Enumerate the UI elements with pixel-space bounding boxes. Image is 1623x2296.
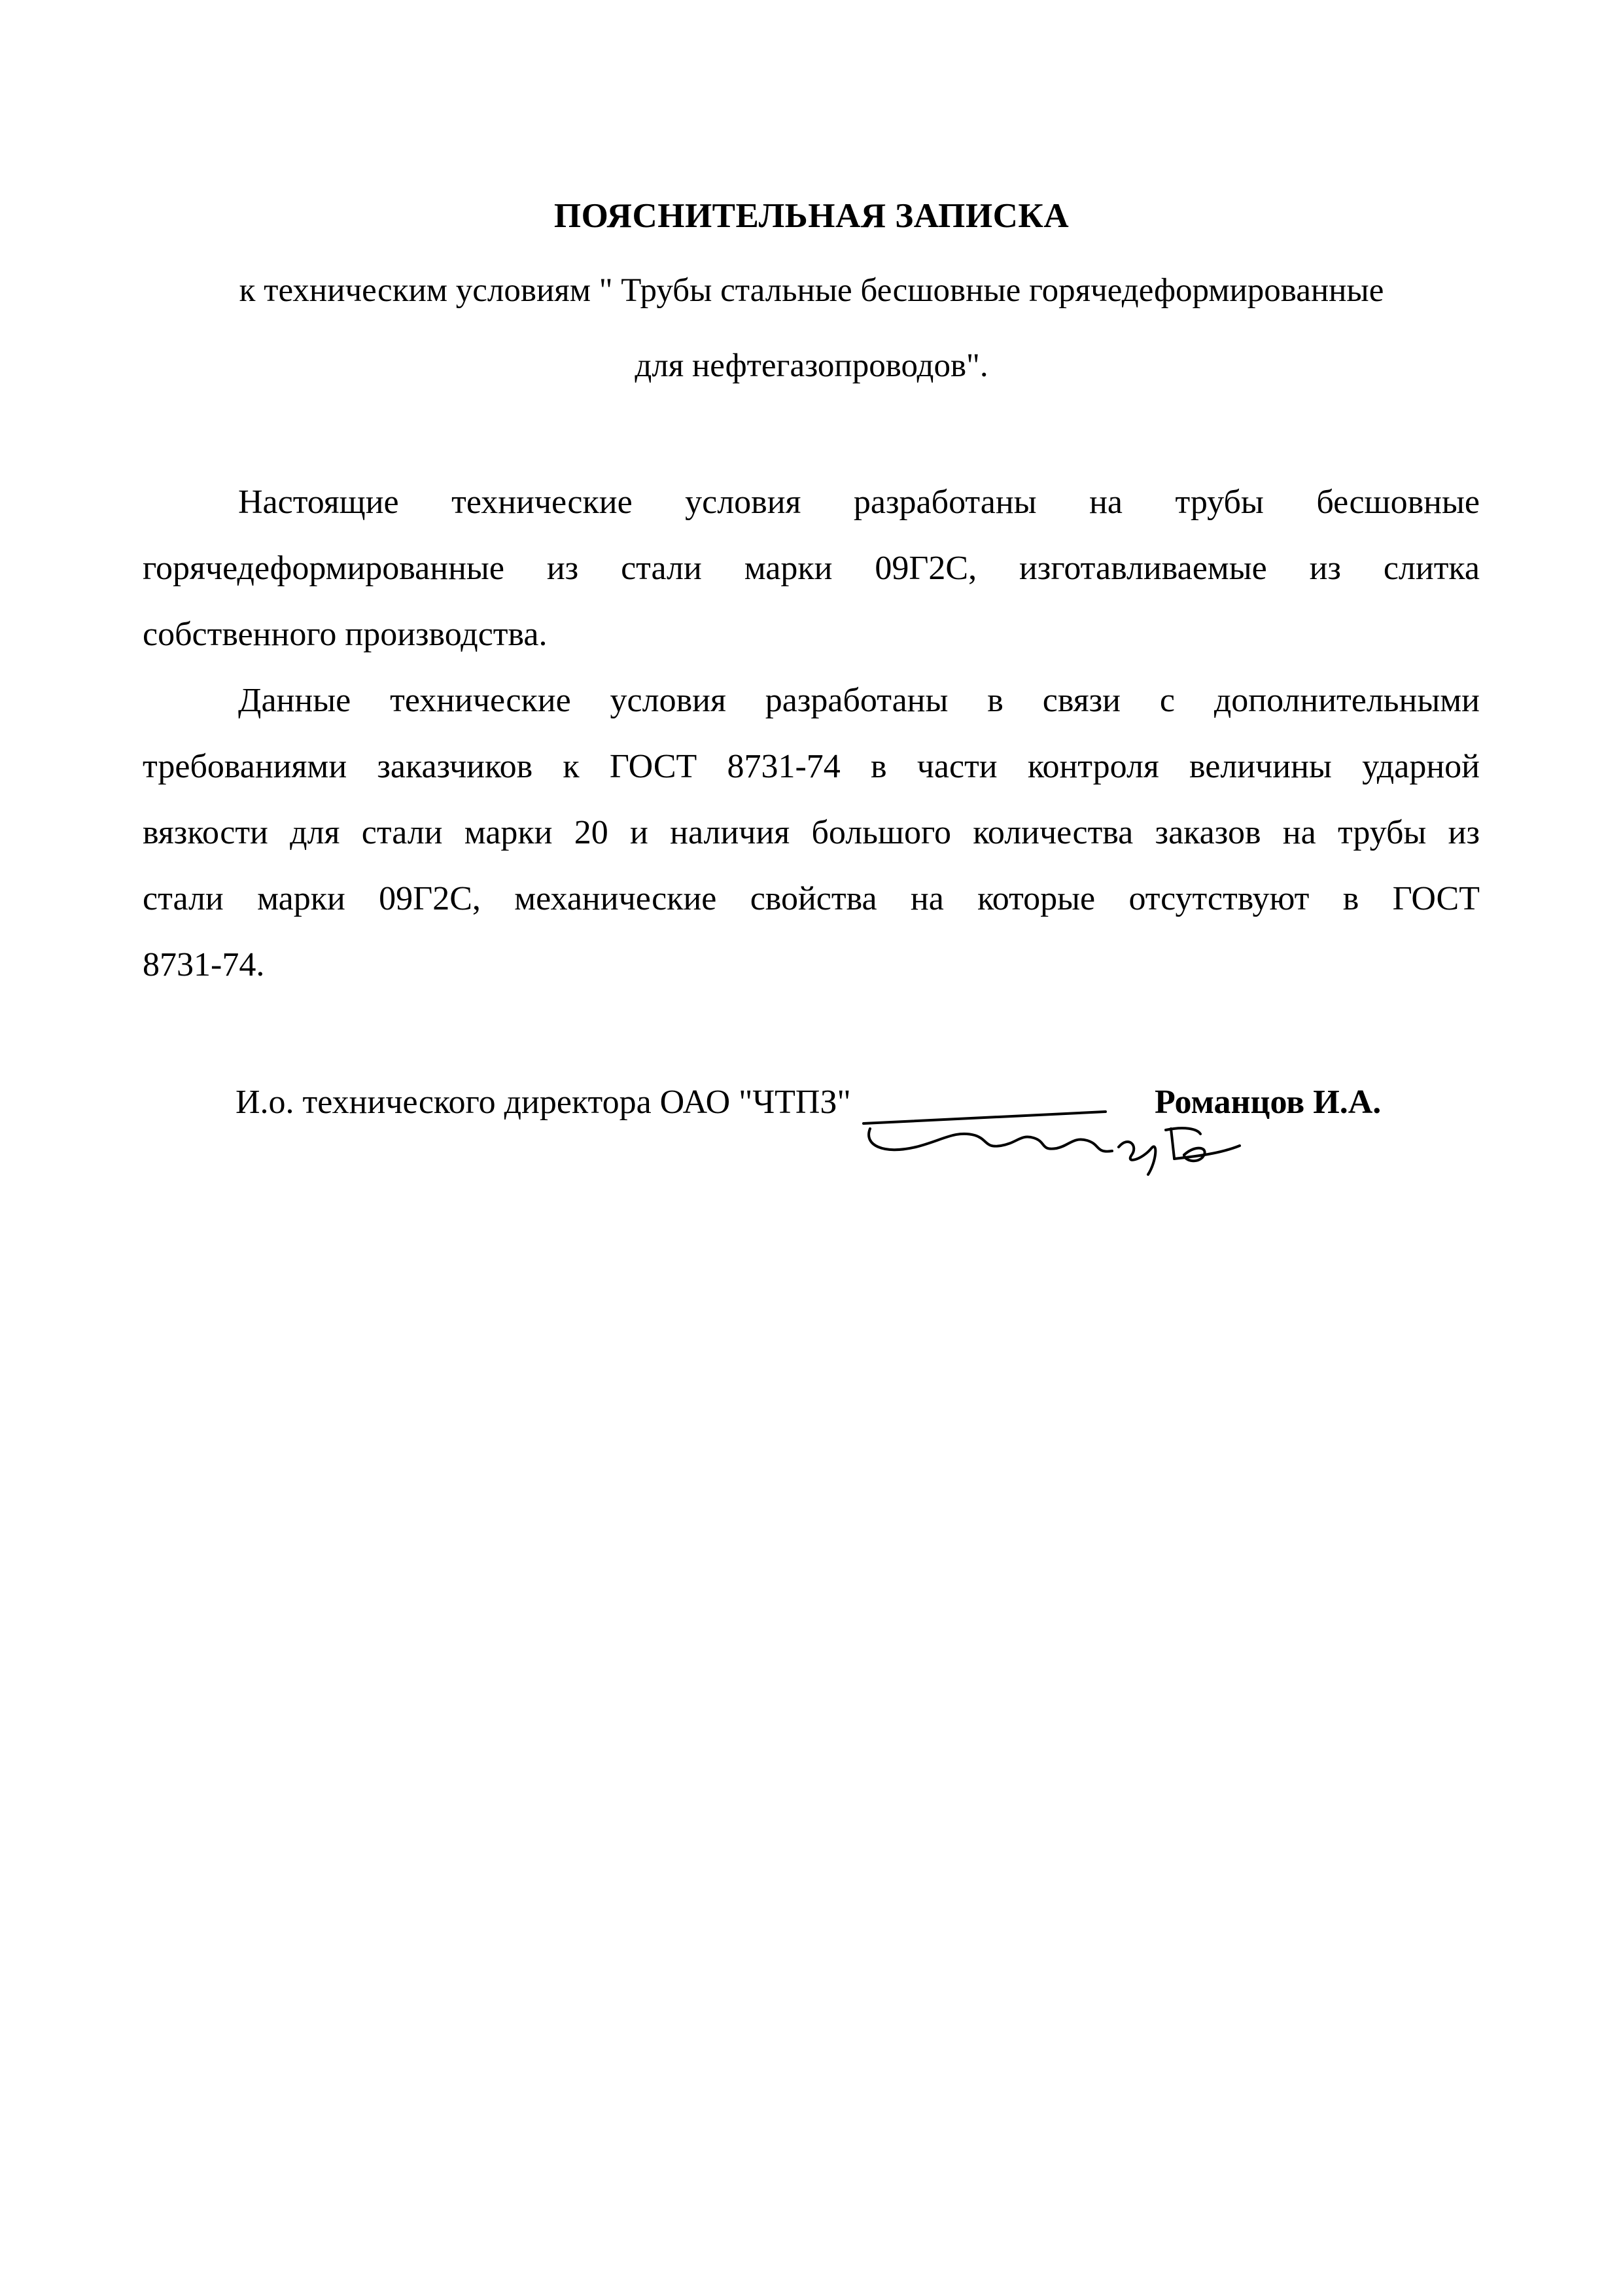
- paragraph-1-line-1: Настоящие технические условия разработаны на трубы бесшовные: [238, 484, 1480, 521]
- paragraph-2-line-2: требованиями заказчиков к ГОСТ 8731-74 в части контроля величины ударной: [143, 748, 1480, 785]
- signatory-name: Романцов И.А.: [1155, 1084, 1382, 1121]
- document-title: ПОЯСНИТЕЛЬНАЯ ЗАПИСКА: [553, 197, 1070, 235]
- paragraph-1-line-2: горячедеформированные из стали марки 09Г2С, изготавливаемые из слитка: [143, 550, 1480, 587]
- subtitle-line-1: к техническим условиям " Трубы стальные бесшовные горячедеформированные: [239, 272, 1384, 309]
- paragraph-2-line-4: стали марки 09Г2С, механические свойства на которые отсутствуют в ГОСТ: [143, 880, 1480, 917]
- subtitle-line-2: для нефтегазопроводов".: [635, 347, 988, 384]
- paragraph-1-line-3: собственного производства.: [143, 616, 548, 653]
- paragraph-2-line-3: вязкости для стали марки 20 и наличия большого количества заказов на трубы из: [143, 814, 1480, 851]
- paragraph-2-line-1: Данные технические условия разработаны в связи с дополнительными: [238, 682, 1480, 719]
- signatory-position: И.о. технического директора ОАО "ЧТПЗ": [236, 1084, 851, 1121]
- paragraph-2-line-5: 8731-74.: [143, 946, 265, 983]
